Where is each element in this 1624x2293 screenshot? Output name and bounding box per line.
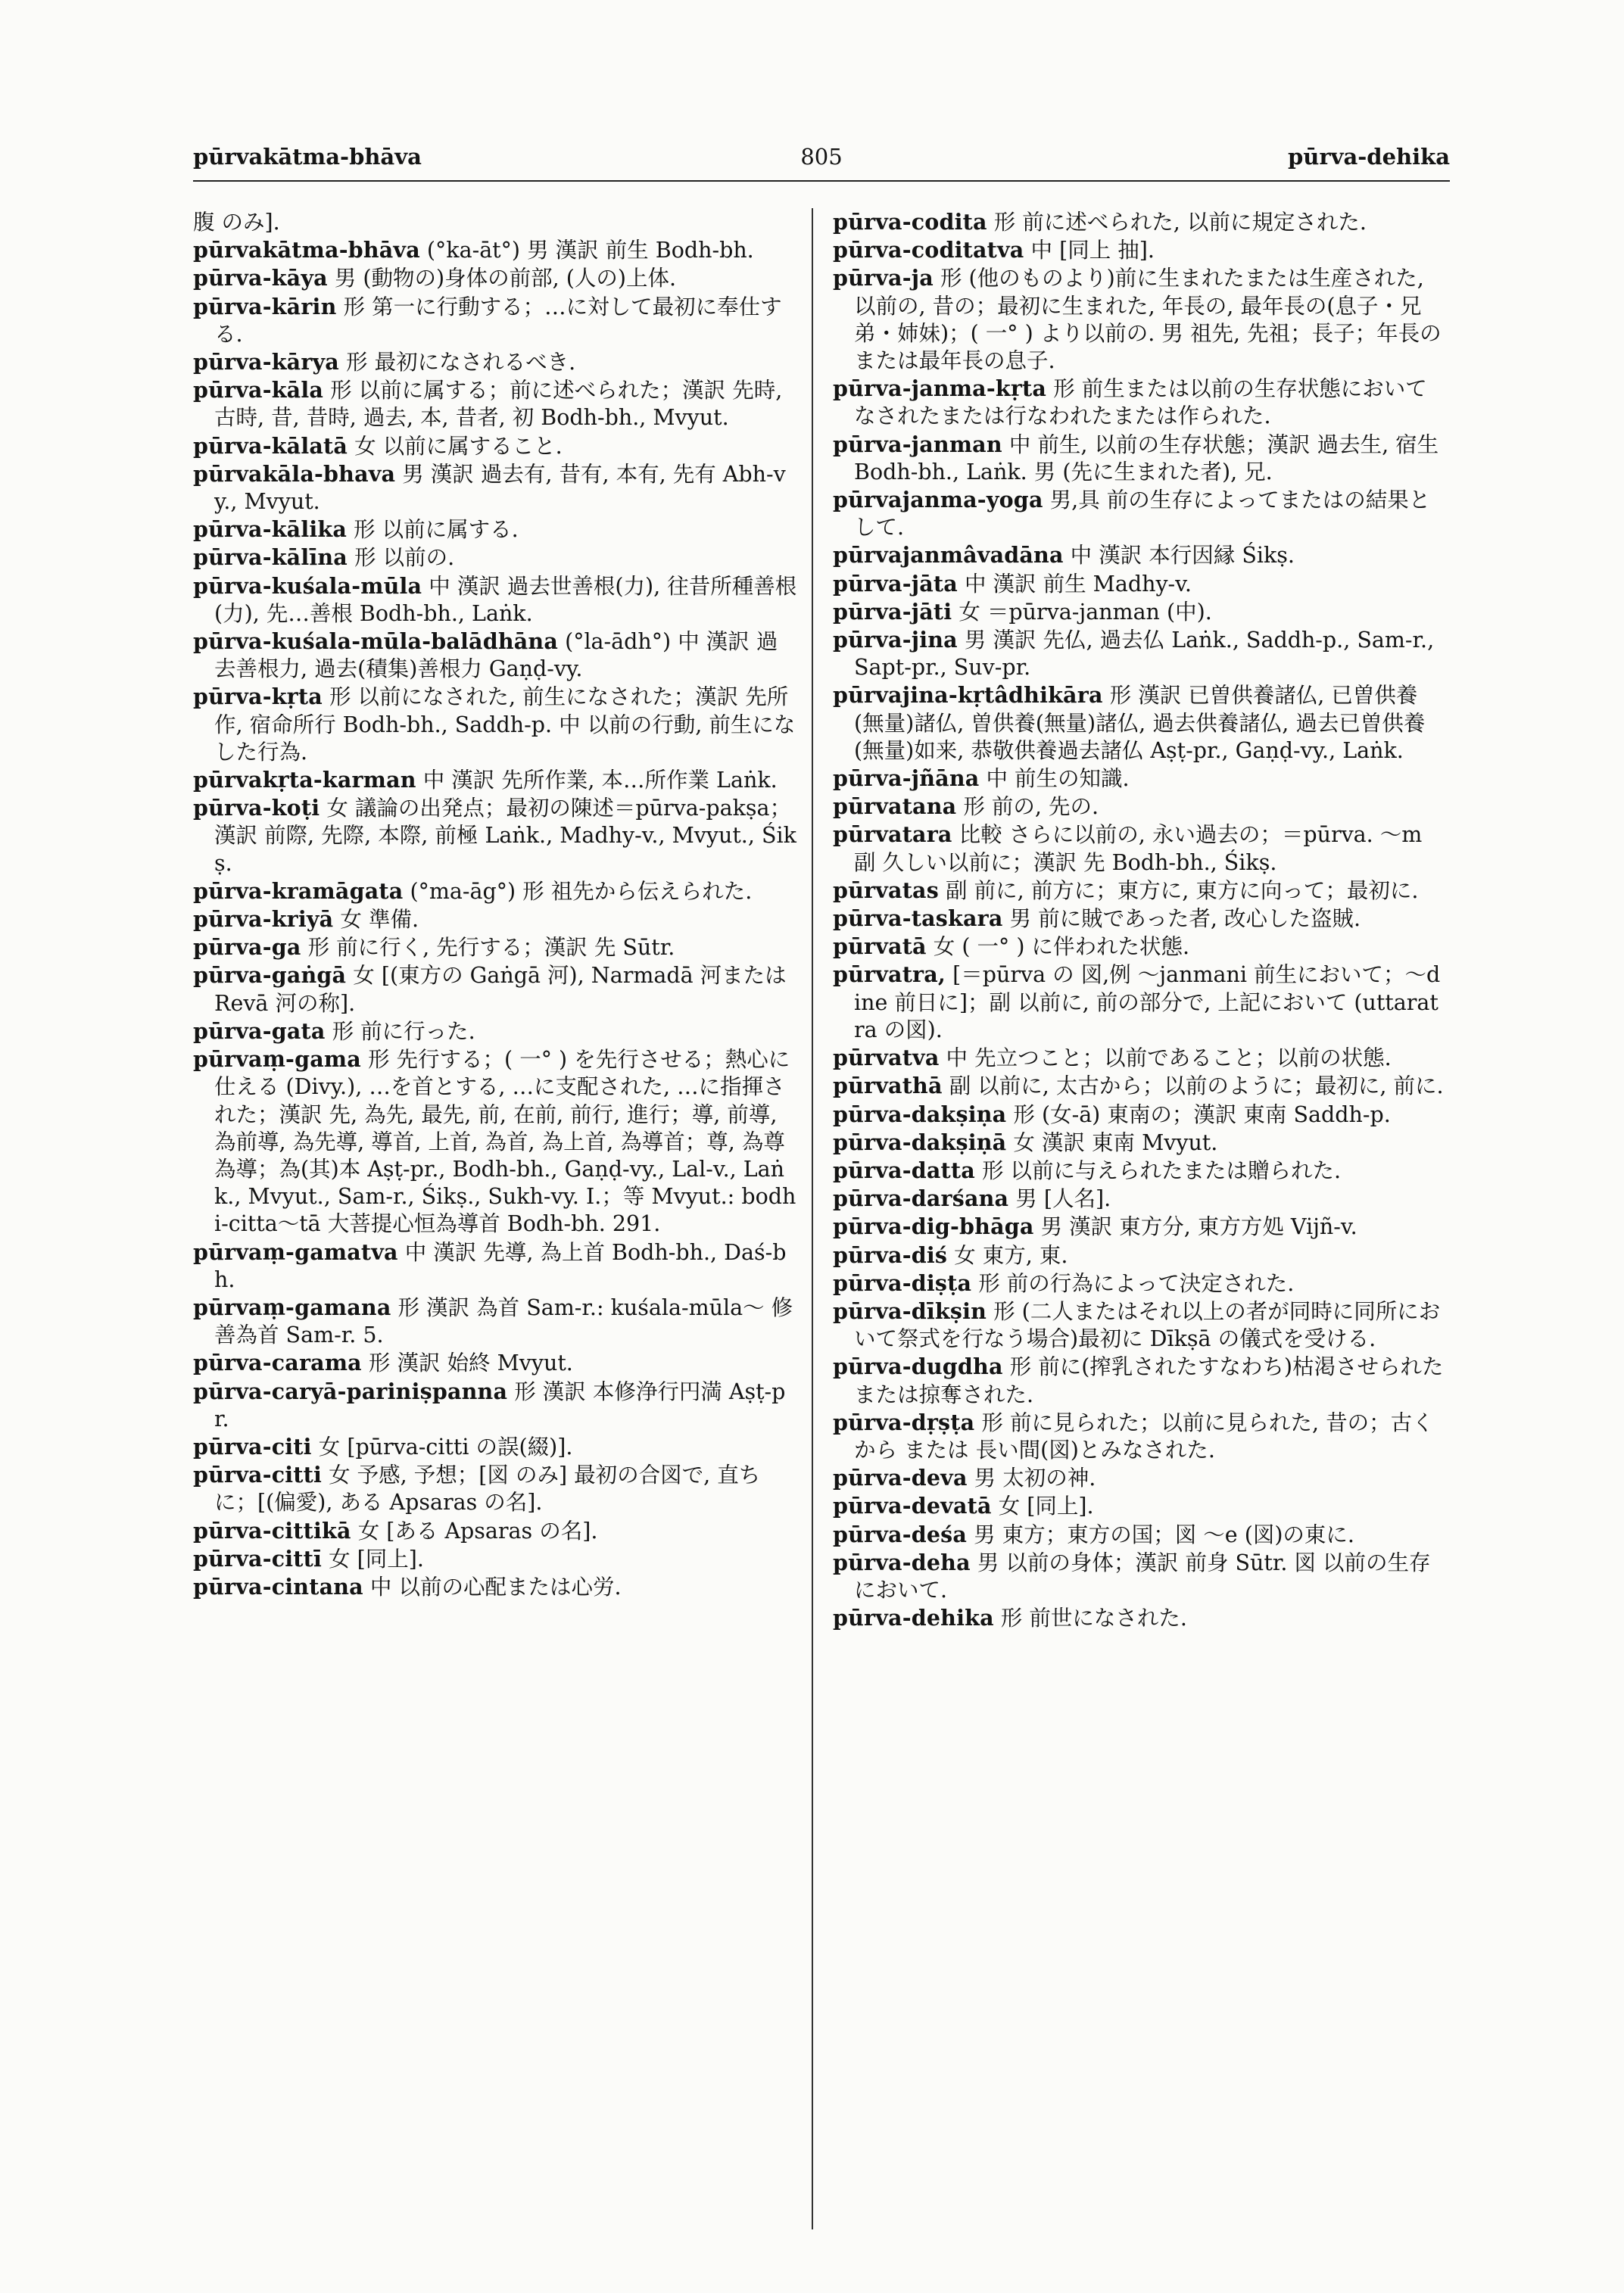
entry-definition: 形 (女-ā) 東南の；漢訳 東南 Saddh-p. [1006,1101,1391,1127]
entry-headword: pūrva-jñāna [833,765,980,792]
entry-headword: pūrva-dakṣiṇā [833,1129,1007,1155]
entry-definition: 形 (二人またはそれ以上の者が同時に同所において祭式を行なう場合)最初に Dīkṣā の儀式を受ける. [854,1298,1441,1352]
entry-definition: 男,具 前の生存によってまたはの結果として. [854,488,1431,541]
entry-headword: pūrva-deha [833,1549,971,1575]
dictionary-entry [833,1604,1446,1632]
dictionary-entry [833,905,1446,933]
entry-headword: pūrva-koṭi [193,795,320,821]
entry-headword: pūrva-gaṅgā [193,962,347,989]
entry-definition: 比較 さらに以前の, 永い過去の；＝pūrva. ～m 副 久しい以前に；漢訳 先 Bodh-bh., Śikṣ. [854,822,1423,875]
dictionary-entry [833,1242,1446,1270]
dictionary-entry [833,570,1446,598]
entry-headword: pūrva-jāta [833,570,958,597]
entry-headword: pūrva-devatā [833,1493,992,1519]
entry-headword: pūrva-citi [193,1433,312,1460]
dictionary-entry [833,1492,1446,1520]
dictionary-entry [833,933,1446,961]
entry-definition: 形 前に行った. [325,1018,475,1044]
entry-headword: pūrva-cittī [193,1545,323,1572]
entry-headword: pūrva-datta [833,1157,975,1183]
entry-headword: pūrvathā [833,1073,943,1099]
entry-definition: 女 議論の出発点；最初の陳述＝pūrva-pakṣa；漢訳 前際, 先際, 本際, 前極 Laṅk., Madhy-v., Mvyut., Śikṣ. [214,796,796,876]
entry-definition: 形 第一に行動する；…に対して最初に奉仕する. [214,294,782,347]
column-divider [812,208,813,2229]
dictionary-entry [833,1101,1446,1129]
dictionary-entry [193,1517,799,1545]
dictionary-entry [193,208,799,236]
entry-headword: pūrva-kramāgata [193,877,404,904]
entry-headword: pūrva-codita [833,209,987,235]
entry-definition: 形 以前の. [347,545,455,571]
dictionary-entry [833,1549,1446,1604]
entry-definition: 中 漢訳 過去世善根(力), 往昔所種善根(力), 先…善根 Bodh-bh., Laṅk. [214,573,797,626]
entry-headword: pūrva-dakṣiṇa [833,1101,1007,1127]
entry-headword: pūrvajina-kṛtâdhikāra [833,682,1103,709]
dictionary-entry [193,572,799,628]
entry-definition: 形 最初になされるべき. [338,350,576,375]
dictionary-entry [833,793,1446,821]
entry-headword: pūrvakāla-bhava [193,460,396,487]
entry-definition: 男 東方；東方の国；図 ～e (図)の東に. [967,1522,1354,1547]
entry-definition: 女 ＝pūrva-janman (中). [952,599,1212,625]
dictionary-entry [193,877,799,905]
page-header [193,144,1450,182]
dictionary-entry [193,961,799,1017]
dictionary-entry [833,1464,1446,1492]
entry-headword: pūrvakātma-bhāva [193,237,420,263]
dictionary-entry [833,208,1446,236]
entry-definition: 形 前に見られた；以前に見られた, 昔の；古くから または 長い間(図)とみなされた. [854,1410,1434,1463]
dictionary-entry [193,236,799,264]
dictionary-entry [193,1378,799,1433]
dictionary-entry [833,598,1446,626]
entry-headword: pūrvajanma-yoga [833,487,1043,513]
entry-headword: pūrva-darśana [833,1185,1009,1212]
dictionary-entry [833,1129,1446,1157]
dictionary-entry [193,1017,799,1045]
dictionary-entry [193,1461,799,1516]
dictionary-entry [193,264,799,292]
dictionary-entry [193,628,799,683]
header-rule [193,180,1450,182]
entry-definition: (°ka-āt°) 男 漢訳 前生 Bodh-bh. [419,238,754,263]
entry-headword: pūrvaṃ-gamana [193,1294,391,1320]
entry-headword: pūrvatva [833,1045,940,1071]
entry-definition: (°ma-āg°) 形 祖先から伝えられた. [403,878,753,904]
dictionary-entry [193,794,799,877]
entry-definition: 中 以前の心配または心労. [363,1574,622,1600]
entry-definition: 腹 のみ]. [193,210,280,235]
entry-headword: pūrva-kārin [193,293,337,319]
entry-definition: 中 [同上 抽]. [1024,238,1155,263]
entry-headword: pūrva-janman [833,431,1002,457]
dictionary-entry [833,681,1446,765]
entry-headword: pūrva-diṣṭa [833,1270,972,1296]
entry-headword: pūrva-cittikā [193,1517,351,1544]
dictionary-entry [193,1238,799,1294]
dictionary-entry [833,1521,1446,1549]
dictionary-entry [193,460,799,516]
entry-definition: 中 漢訳 先導, 為上首 Bodh-bh., Daś-bh. [214,1239,787,1292]
dictionary-entry [193,432,799,460]
dictionary-entry [833,1072,1446,1100]
entry-definition: 中 漢訳 先所作業, 本…所作業 Laṅk. [416,768,778,793]
dictionary-entry [193,766,799,794]
entry-headword: pūrva-coditatva [833,237,1024,263]
entry-definition: 女 以前に属すること. [348,433,563,459]
dictionary-entry [833,1353,1446,1408]
left-column [193,208,799,2237]
dictionary-entry [833,431,1446,486]
dictionary-entry [193,544,799,572]
dictionary-entry [833,1185,1446,1213]
entry-headword: pūrva-ja [833,265,934,291]
entry-headword: pūrva-kṛta [193,684,323,710]
entry-headword: pūrva-jāti [833,598,952,625]
entry-headword: pūrva-kālika [193,516,347,543]
entry-definition: 形 漢訳 已曽供養諸仏, 已曽供養(無量)諸仏, 曽供養(無量)諸仏, 過去供養諸仏, 過去已曽供養(無量)如来, 恭敬供養過去諸仏 Aṣṭ-pr., Gaṇḍ-vy., Laṅk. [854,683,1426,763]
entry-definition: 女 [pūrva-citti の誤(綴)]. [311,1434,573,1460]
dictionary-entry [193,1294,799,1349]
entry-definition: 女 [同上]. [322,1546,424,1572]
dictionary-entry [833,626,1446,681]
dictionary-entry [833,1157,1446,1185]
entry-headword: pūrva-dīkṣin [833,1298,987,1324]
entry-definition: 中 前生, 以前の生存状態；漢訳 過去生, 宿生 Bodh-bh., Laṅk. 男 (先に生まれた者), 兄. [854,431,1439,484]
entry-headword: pūrva-kālatā [193,432,348,459]
entry-headword: pūrvatana [833,793,957,820]
dictionary-entry [833,961,1446,1044]
entry-definition: 形 前生または以前の生存状態においてなされたまたは行なわれたまたは作られた. [854,376,1427,429]
entry-definition: 形 以前に与えられたまたは贈られた. [974,1157,1342,1183]
entry-definition: 女 漢訳 東南 Mvyut. [1006,1129,1218,1155]
entry-headword: pūrvatas [833,877,939,903]
entry-headword: pūrva-carama [193,1350,362,1376]
entry-definition: 男 (動物の)身体の前部, (人の)上体. [327,266,677,291]
dictionary-entry [833,486,1446,541]
entry-definition: 形 漢訳 為首 Sam-r.: kuśala-mūla～ 修善為首 Sam-r. 5. [214,1294,793,1348]
entry-headword: pūrva-taskara [833,905,1003,932]
dictionary-entry [833,1044,1446,1072]
entry-headword: pūrva-jina [833,627,958,653]
entry-definition: 男 以前の身体；漢訳 前身 Sūtr. 図 以前の生存において. [854,1550,1431,1603]
entry-headword: pūrva-kuśala-mūla-balādhāna [193,628,559,655]
entry-headword: pūrvaṃ-gamatva [193,1238,398,1265]
entry-definition: 中 漢訳 前生 Madhy-v. [957,571,1192,597]
entry-definition: 形 前に(搾乳されたすなわち)枯渇させられたまたは掠奪された. [854,1354,1444,1407]
entry-definition: 形 以前に属する；前に述べられた；漢訳 先時, 古時, 昔, 昔時, 過去, 本, 昔者, 初 Bodh-bh., Mvyut. [214,378,783,431]
entry-definition: 形 前に行く, 先行する；漢訳 先 Sūtr. [301,935,675,961]
entry-definition: 女 [(東方の Gaṅgā 河), Narmadā 河または Revā 河の称]. [214,963,787,1016]
dictionary-entry [833,236,1446,264]
dictionary-entry [193,1545,799,1573]
dictionary-entry [193,376,799,431]
entry-headword: pūrvatra, [833,961,946,988]
entry-headword: pūrva-gata [193,1017,326,1044]
entry-definition: (°la-ādh°) 中 漢訳 過去善根力, 過去(積集)善根力 Gaṇḍ-vy. [214,629,778,682]
dictionary-entry [833,264,1446,375]
entry-headword: pūrva-kārya [193,349,339,375]
entry-definition: 形 漢訳 本修浄行円満 Aṣṭ-pr. [214,1379,786,1432]
dictionary-entry [193,293,799,348]
entry-definition: 女 予感, 予想；[図 のみ] 最初の合図で, 直ちに；[(偏愛), ある Apsaras の名]. [214,1463,761,1516]
entry-definition: 中 前生の知識. [979,766,1130,792]
entry-headword: pūrvatā [833,933,927,960]
entry-headword: pūrva-janma-kṛta [833,375,1047,402]
entry-headword: pūrva-dehika [833,1605,994,1631]
entry-definition: 副 前に, 前方に；東方に, 東方に向って；最初に. [938,877,1419,903]
entry-headword: pūrva-kāla [193,377,324,403]
dictionary-entry [193,905,799,933]
dictionary-entry [193,1349,799,1377]
entry-headword: pūrva-citti [193,1462,323,1488]
dictionary-entry [833,1298,1446,1353]
dictionary-entry [193,683,799,766]
entry-definition: [＝pūrva の 図,例 ～janmani 前生において；～dine 前日に]；副 以前に, 前の部分で, 上記において (uttaratra の図). [854,962,1441,1042]
dictionary-entry [833,1213,1446,1241]
entry-definition: 形 以前になされた, 前生になされた；漢訳 先所作, 宿命所行 Bodh-bh., Saddh-p. 中 以前の行動, 前生になした行為. [214,684,796,765]
entry-definition: 男 [人名]. [1008,1186,1111,1212]
page-number: 805 [800,144,843,170]
entry-definition: 男 漢訳 東方分, 東方方処 Vijñ-v. [1033,1214,1357,1240]
entry-headword: pūrvatara [833,821,952,848]
entry-definition: 形 (他のものより)前に生まれたまたは生産された, 以前の, 昔の；最初に生まれた, 年長の, 最年長の(息子・兄弟・姉妹)；( 一° ) より以前の. 男 祖先, 先祖；長子；年長のまたは最年長の息子. [854,266,1442,374]
entry-headword: pūrva-kriyā [193,906,334,933]
entry-headword: pūrva-dig-bhāga [833,1213,1034,1240]
dictionary-entry [833,1409,1446,1464]
entry-definition: 男 太初の神. [967,1466,1096,1491]
entry-definition: 男 漢訳 過去有, 昔有, 本有, 先有 Abh-vy., Mvyut. [214,461,786,515]
dictionary-entry [193,1045,799,1238]
dictionary-entry [833,765,1446,793]
entry-headword: pūrva-kuśala-mūla [193,572,422,599]
entry-headword: pūrva-kālīna [193,544,348,571]
header-left-guideword: pūrvakātma-bhāva [193,144,422,170]
entry-definition: 形 以前に属する. [347,517,519,543]
entry-headword: pūrva-ga [193,934,301,961]
entry-definition: 形 前に述べられた, 以前に規定された. [987,210,1367,235]
entry-headword: pūrvaṃ-gama [193,1046,361,1073]
dictionary-entry [833,821,1446,876]
entry-definition: 副 以前に, 太古から；以前のように；最初に, 前に. [942,1073,1444,1099]
header-right-guideword: pūrva-dehika [1287,144,1450,170]
dictionary-entry [193,1433,799,1461]
entry-definition: 形 漢訳 始終 Mvyut. [361,1351,573,1376]
dictionary-entry [193,516,799,544]
dictionary-entry [833,375,1446,430]
entry-definition: 形 前の行為によって決定された. [971,1270,1295,1296]
entry-definition: 形 前の, 先の. [956,794,1099,820]
entry-definition: 女 準備. [333,907,419,933]
entry-definition: 女 東方, 東. [947,1242,1068,1268]
dictionary-entry [193,1573,799,1601]
entry-headword: pūrva-diś [833,1242,948,1268]
entry-definition: 中 漢訳 本行因縁 Śikṣ. [1063,543,1295,569]
entry-headword: pūrva-caryā-pariniṣpanna [193,1378,508,1404]
entry-definition: 形 先行する；( 一° ) を先行させる；熱心に仕える (Divy.), …を首とする, …に支配された, …に指揮された；漢訳 先, 為先, 最先, 前, 在前, 前行, 進行；導, 前導, 為前導, 為先導, 導首, 上首, 為首, 為上首, 為導首；尊, 為尊為導；為(其)本 Aṣṭ-pr., Bodh-bh., Gaṇḍ-vy., Lal-v., Laṅk., Mvyut., Sam-r., Śikṣ., Sukh-vy. I.；等 Mvyut.: bodhi-citta～tā 大菩提心恒為導首 Bodh-bh. 291. [214,1047,796,1237]
entry-headword: pūrva-deśa [833,1521,968,1547]
entry-headword: pūrva-dṛṣṭa [833,1409,975,1435]
dictionary-entry [833,1270,1446,1298]
dictionary-entry [833,877,1446,905]
entry-headword: pūrva-kāya [193,265,328,291]
entry-definition: 中 先立つこと；以前であること；以前の状態. [939,1045,1392,1071]
right-column [833,208,1446,2237]
entry-headword: pūrvajanmâvadāna [833,542,1064,569]
entry-definition: 女 [同上]. [991,1494,1094,1519]
dictionary-entry [833,541,1446,569]
entry-headword: pūrvakṛta-karman [193,767,416,793]
dictionary-entry [193,348,799,376]
entry-definition: 女 ( 一° ) に伴われた状態. [926,934,1190,960]
entry-headword: pūrva-dugdha [833,1354,1003,1380]
entry-headword: pūrva-cintana [193,1573,363,1600]
dictionary-entry [193,933,799,961]
entry-definition: 男 漢訳 先仏, 過去仏 Laṅk., Saddh-p., Sam-r., Sapt-pr., Suv-pr. [854,628,1435,681]
entry-definition: 女 [ある Apsaras の名]. [351,1518,598,1544]
entry-definition: 形 前世になされた. [993,1606,1187,1631]
entry-headword: pūrva-deva [833,1465,968,1491]
entry-definition: 男 前に賊であった者, 改心した盗賊. [1002,906,1361,932]
